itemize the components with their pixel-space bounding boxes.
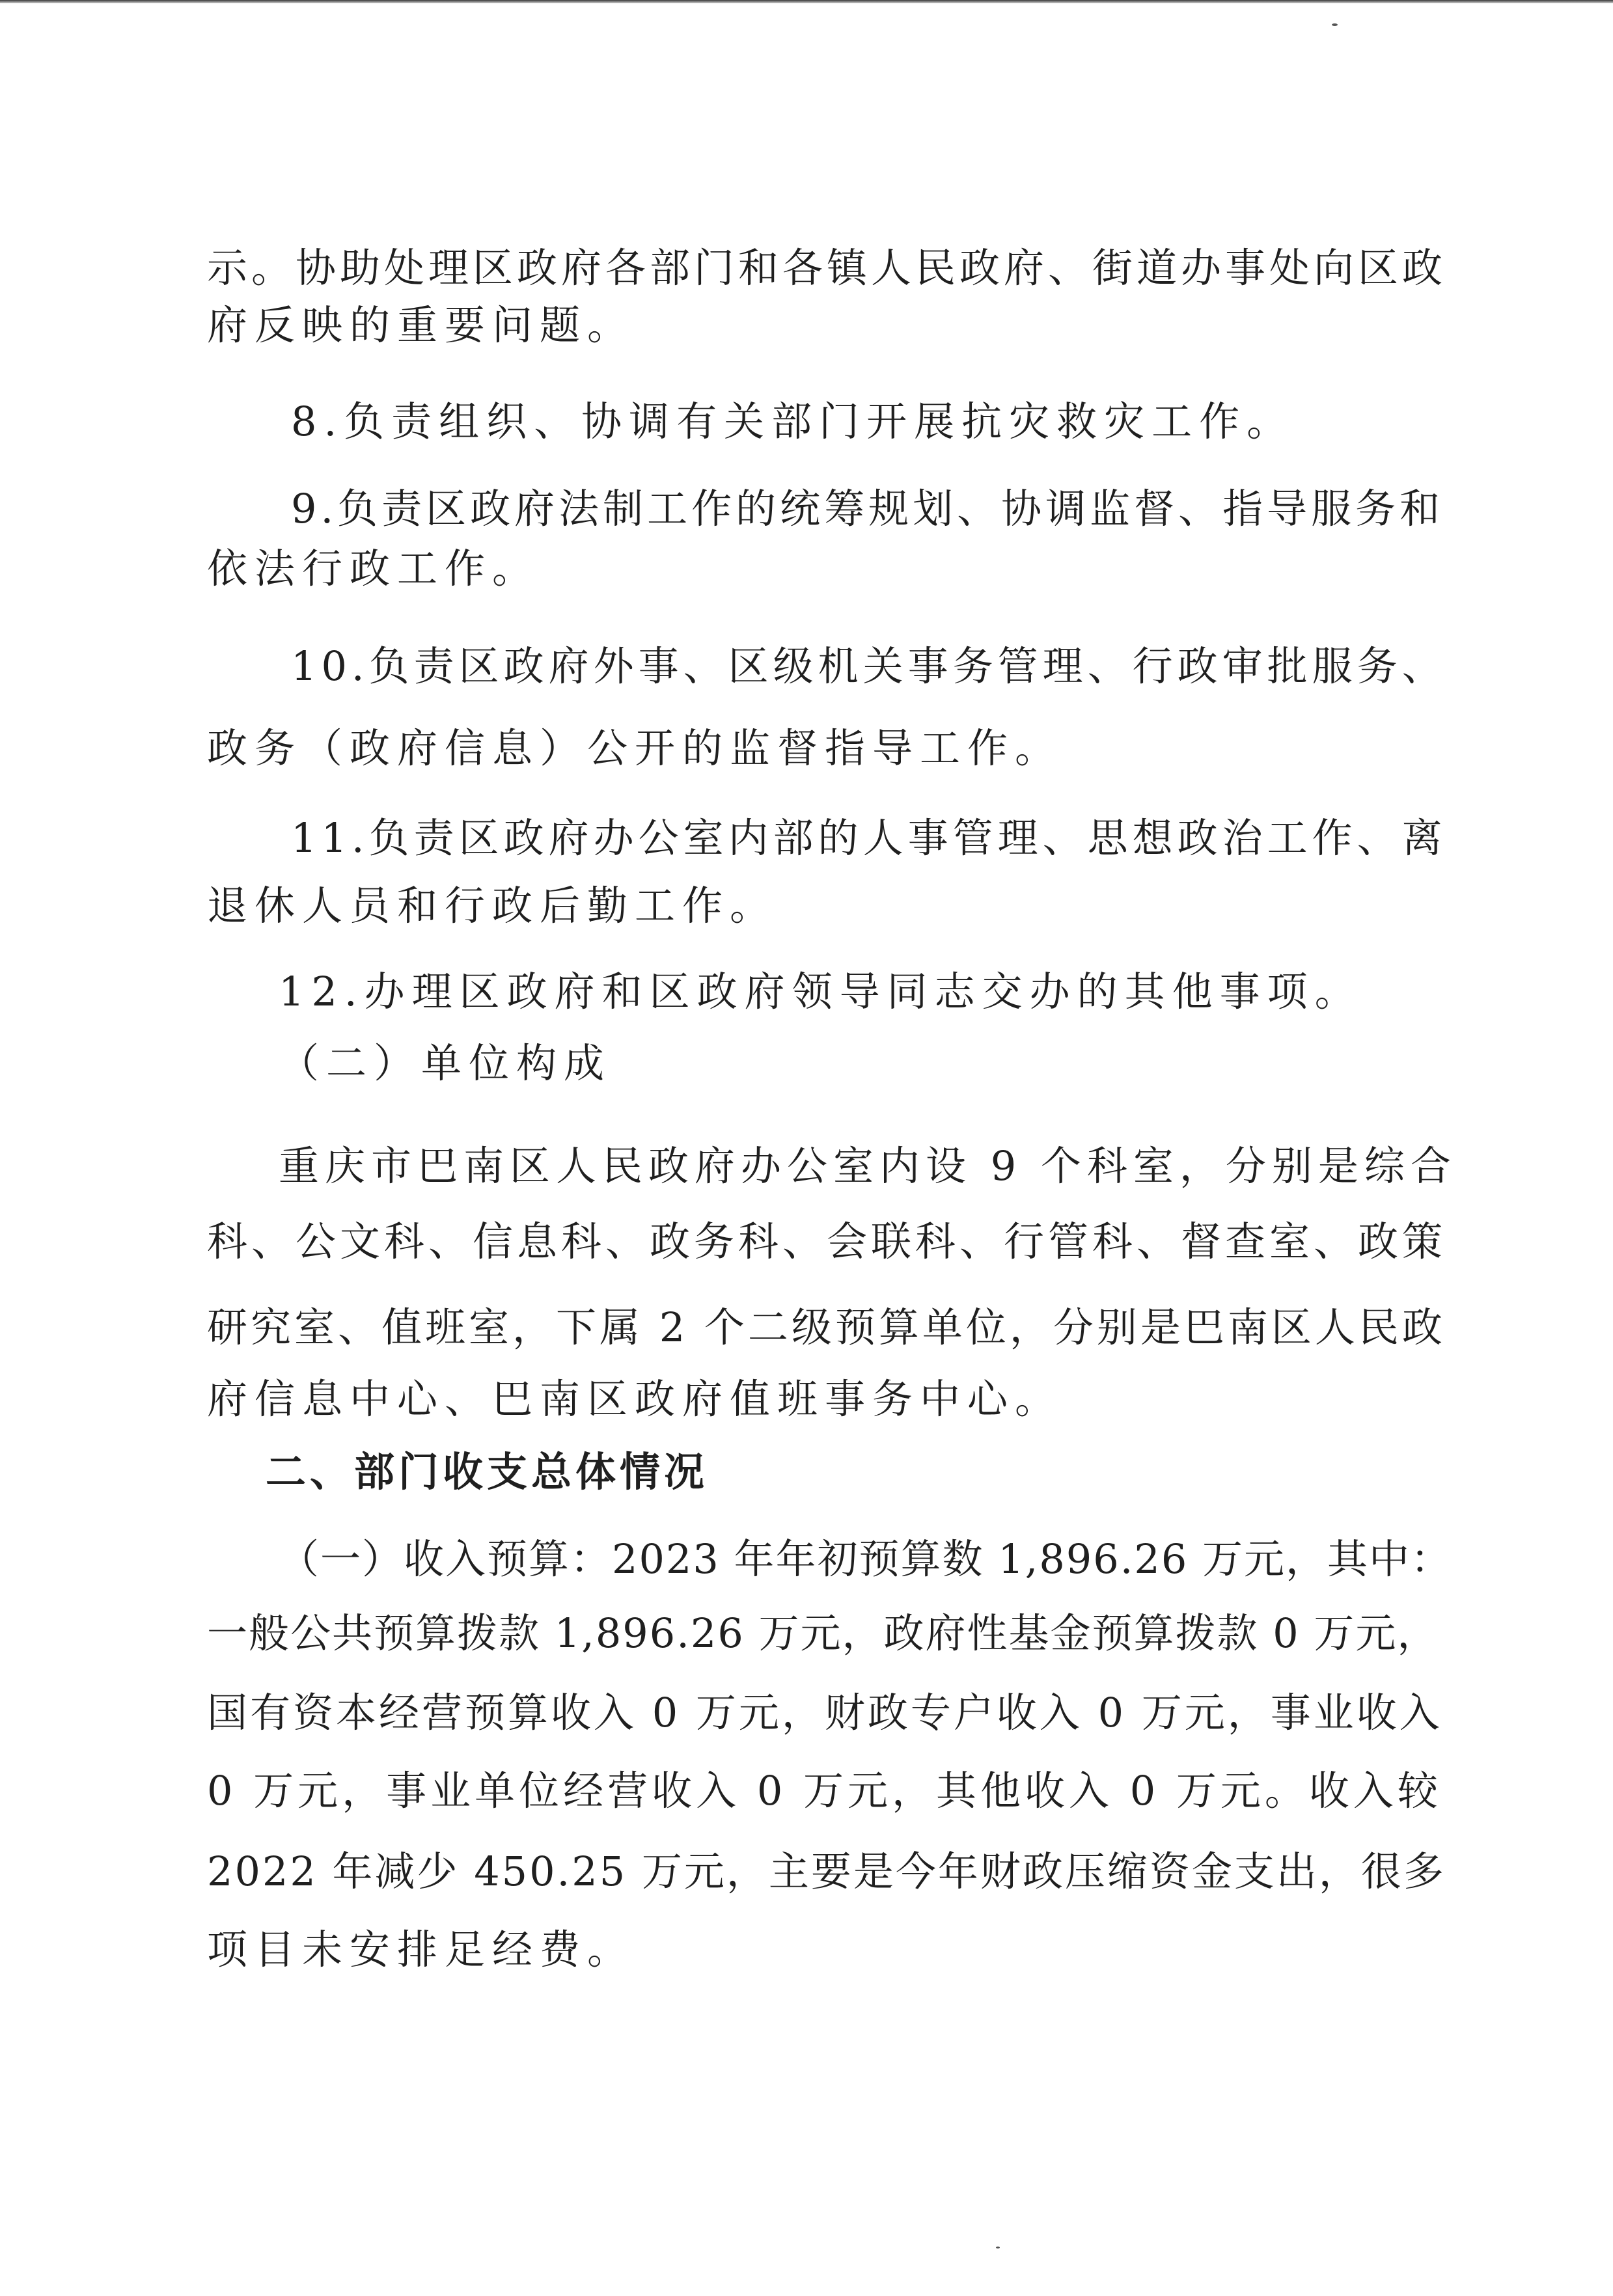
body-text-line: 政务（政府信息）公开的监督指导工作。 bbox=[207, 724, 1063, 772]
section-subheading: （二）单位构成 bbox=[279, 1039, 612, 1087]
list-item-11: 11.负责区政府办公室内部的人事管理、思想政治工作、离 bbox=[291, 814, 1447, 862]
body-text-line: 依法行政工作。 bbox=[207, 545, 540, 592]
list-item-9: 9.负责区政府法制工作的统筹规划、协调监督、指导服务和 bbox=[291, 485, 1444, 532]
body-text-line: 科、公文科、信息科、政务科、会联科、行管科、督查室、政策 bbox=[207, 1218, 1447, 1265]
list-item-8: 8.负责组织、协调有关部门开展抗灾救灾工作。 bbox=[291, 398, 1295, 445]
scan-speck bbox=[996, 2247, 1000, 2248]
section-heading: 二、部门收支总体情况 bbox=[266, 1448, 709, 1496]
scan-edge bbox=[0, 0, 1613, 3]
list-item-10: 10.负责区政府外事、区级机关事务管理、行政审批服务、 bbox=[291, 642, 1447, 690]
body-text-line: 2022 年减少 450.25 万元，主要是今年财政压缩资金支出，很多 bbox=[207, 1848, 1446, 1895]
body-text-line: 研究室、值班室，下属 2 个二级预算单位，分别是巴南区人民政 bbox=[207, 1304, 1446, 1351]
body-text-line: 重庆市巴南区人民政府办公室内设 9 个科室，分别是综合 bbox=[279, 1142, 1457, 1190]
body-text-line: 国有资本经营预算收入 0 万元，财政专户收入 0 万元，事业收入 bbox=[207, 1689, 1442, 1736]
body-text-line: 府反映的重要问题。 bbox=[207, 301, 635, 349]
body-text-line: 退休人员和行政后勤工作。 bbox=[207, 882, 778, 929]
list-item-12: 12.办理区政府和区政府领导同志交办的其他事项。 bbox=[279, 968, 1362, 1015]
body-text-line: 0 万元，事业单位经营收入 0 万元，其他收入 0 万元。收入较 bbox=[207, 1767, 1442, 1814]
scan-speck bbox=[1332, 23, 1338, 26]
body-text-line: （一）收入预算：2023 年年初预算数 1,896.26 万元，其中： bbox=[279, 1535, 1453, 1583]
body-text-line: 府信息中心、巴南区政府值班事务中心。 bbox=[207, 1375, 1063, 1423]
body-text-line: 项目未安排足经费。 bbox=[207, 1926, 635, 1973]
body-text-line: 示。协助处理区政府各部门和各镇人民政府、街道办事处向区政 bbox=[207, 244, 1447, 292]
body-text-line: 一般公共预算拨款 1,896.26 万元，政府性基金预算拨款 0 万元， bbox=[207, 1609, 1439, 1657]
